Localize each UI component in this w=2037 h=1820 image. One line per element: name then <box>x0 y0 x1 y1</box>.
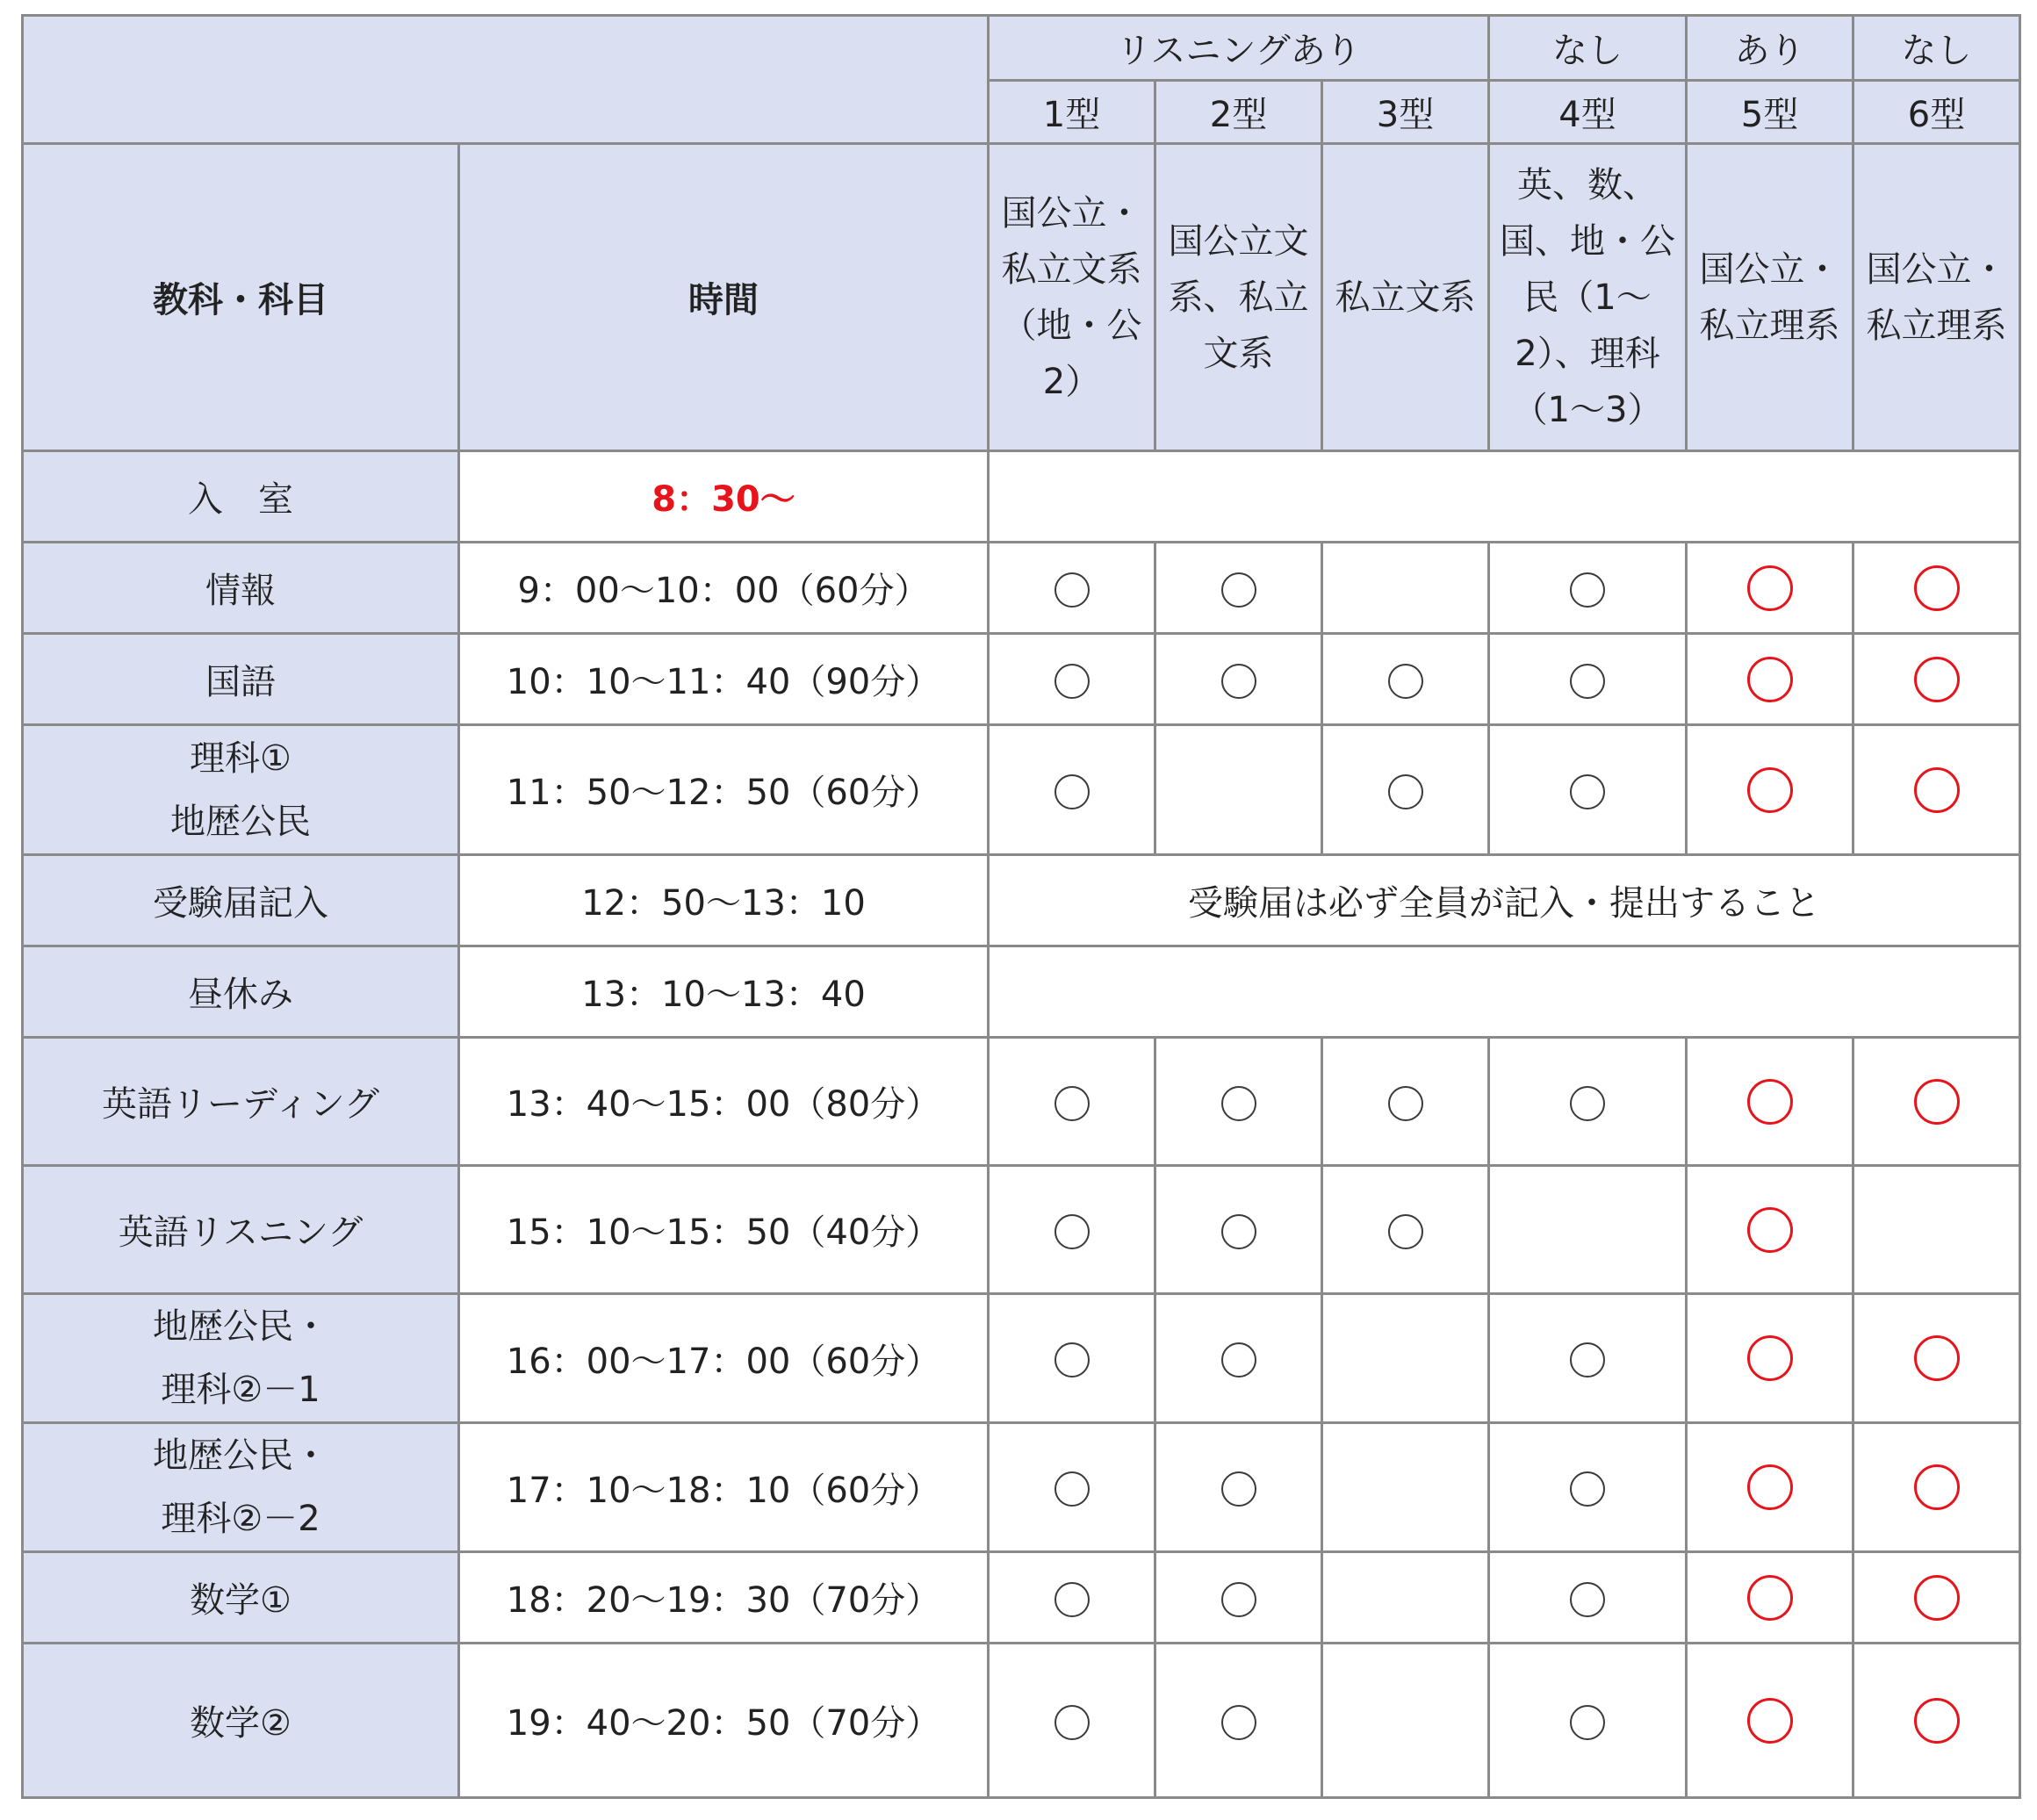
mark-cell <box>1687 634 1853 725</box>
circle-mark-icon <box>1570 572 1605 608</box>
subject-cell <box>23 451 459 543</box>
circle-mark-icon <box>1221 1086 1256 1121</box>
group-none-1: なし <box>1489 16 1687 81</box>
mark-cell <box>1687 543 1853 634</box>
subject-cell <box>23 1166 459 1294</box>
circle-mark-icon <box>1054 1214 1090 1249</box>
subject-label: 理科②－2 <box>161 1499 320 1539</box>
type-description-line: （地・公 <box>1001 305 1142 346</box>
schedule-row <box>23 1552 2020 1644</box>
mark-cell <box>1155 725 1322 855</box>
mark-cell <box>1322 1294 1489 1423</box>
red-circle-mark-icon <box>1914 657 1960 702</box>
circle-mark-icon <box>1054 1471 1090 1507</box>
schedule-row <box>23 1423 2020 1552</box>
type-description-line: 私立理系 <box>1866 305 2007 346</box>
circle-mark-icon <box>1221 1342 1256 1378</box>
type-description-line: 国公立文 <box>1168 220 1309 262</box>
mark-cell <box>1155 543 1322 634</box>
group-listening-yes: リスニングあり <box>989 16 1489 81</box>
mark-cell <box>1322 1038 1489 1166</box>
type-5: 5型 <box>1687 81 1853 144</box>
type-description <box>1687 144 1853 451</box>
schedule-row <box>23 1166 2020 1294</box>
time-cell: 12：50～13：10 <box>459 855 989 946</box>
circle-mark-icon <box>1388 774 1423 809</box>
circle-mark-icon <box>1570 774 1605 809</box>
subject-label: 地歴公民 <box>170 801 311 842</box>
mark-cell <box>1853 1552 2020 1644</box>
red-circle-mark-icon <box>1747 1335 1793 1381</box>
circle-mark-icon <box>1570 1342 1605 1378</box>
mark-cell <box>1853 1038 2020 1166</box>
circle-mark-icon <box>1054 664 1090 699</box>
subject-cell <box>23 1552 459 1644</box>
mark-cell <box>1489 725 1687 855</box>
subject-label: 数学① <box>190 1580 292 1621</box>
circle-mark-icon <box>1221 1582 1256 1617</box>
subject-cell <box>23 855 459 946</box>
type-4: 4型 <box>1489 81 1687 144</box>
schedule-row <box>23 725 2020 855</box>
circle-mark-icon <box>1570 1471 1605 1507</box>
circle-mark-icon <box>1221 664 1256 699</box>
mark-cell <box>989 1166 1155 1294</box>
circle-mark-icon <box>1570 1705 1605 1740</box>
mark-cell <box>1489 1552 1687 1644</box>
circle-mark-icon <box>1570 1582 1605 1617</box>
schedule-row <box>23 946 2020 1038</box>
schedule-row <box>23 1038 2020 1166</box>
mark-cell <box>989 1294 1155 1423</box>
circle-mark-icon <box>1054 774 1090 809</box>
mark-cell <box>1687 1294 1853 1423</box>
mark-cell <box>1489 1166 1687 1294</box>
mark-cell <box>1322 543 1489 634</box>
header-blank <box>23 16 989 144</box>
type-description-line: 英、数、 <box>1517 164 1659 205</box>
circle-mark-icon <box>1054 1342 1090 1378</box>
mark-cell <box>1687 1552 1853 1644</box>
subject-label: 英語リスニング <box>118 1212 363 1253</box>
header-row-groups <box>23 16 2020 81</box>
schedule-row <box>23 451 2020 543</box>
mark-cell <box>989 1038 1155 1166</box>
subject-cell <box>23 1294 459 1423</box>
schedule-rows <box>23 451 2020 1798</box>
red-circle-mark-icon <box>1914 565 1960 611</box>
type-6: 6型 <box>1853 81 2020 144</box>
type-description-line: 国公立・ <box>1699 248 1840 290</box>
col-subject-header: 教科・科目 <box>23 144 459 451</box>
mark-cell <box>1155 634 1322 725</box>
type-description <box>989 144 1155 451</box>
type-description-line: 系、私立 <box>1168 277 1309 318</box>
mark-cell <box>989 1644 1155 1798</box>
red-circle-mark-icon <box>1747 565 1793 611</box>
time-cell: 19：40～20：50（70分） <box>459 1644 989 1798</box>
subject-label: 受験届記入 <box>153 883 328 924</box>
type-description-line: 国、地・公 <box>1500 220 1676 262</box>
type-1: 1型 <box>989 81 1155 144</box>
schedule-row <box>23 855 2020 946</box>
circle-mark-icon <box>1054 1705 1090 1740</box>
mark-cell <box>1687 1038 1853 1166</box>
schedule-row <box>23 1294 2020 1423</box>
type-description-line: （1～3） <box>1512 389 1663 430</box>
type-description-line: 国公立・ <box>1866 248 2007 290</box>
time-cell: 9：00～10：00（60分） <box>459 543 989 634</box>
col-time-header: 時間 <box>459 144 989 451</box>
mark-cell <box>1322 1644 1489 1798</box>
subject-cell <box>23 1423 459 1552</box>
group-none-2: なし <box>1853 16 2020 81</box>
empty-span-cell <box>989 451 2020 543</box>
mark-cell <box>1322 725 1489 855</box>
entry-time: 8：30～ <box>459 451 989 543</box>
circle-mark-icon <box>1221 1471 1256 1507</box>
subject-cell <box>23 1644 459 1798</box>
schedule-row <box>23 543 2020 634</box>
subject-label: 情報 <box>205 571 276 611</box>
circle-mark-icon <box>1388 664 1423 699</box>
mark-cell <box>1489 1038 1687 1166</box>
mark-cell <box>1489 1644 1687 1798</box>
mark-cell <box>1853 543 2020 634</box>
type-description-line: 私立文系 <box>1335 277 1476 318</box>
time-cell: 16：00～17：00（60分） <box>459 1294 989 1423</box>
mark-cell <box>1155 1038 1322 1166</box>
subject-label: 昼休み <box>188 975 293 1015</box>
circle-mark-icon <box>1570 664 1605 699</box>
type-2: 2型 <box>1155 81 1322 144</box>
subject-label: 地歴公民・ <box>153 1435 328 1476</box>
circle-mark-icon <box>1570 1086 1605 1121</box>
mark-cell <box>1489 1294 1687 1423</box>
mark-cell <box>1322 1166 1489 1294</box>
mark-cell <box>1489 634 1687 725</box>
mark-cell <box>1853 725 2020 855</box>
type-description-line: 国公立・ <box>1001 192 1142 234</box>
circle-mark-icon <box>1054 572 1090 608</box>
subject-cell <box>23 1038 459 1166</box>
subject-label: 理科① <box>190 737 292 779</box>
subject-label: 地歴公民・ <box>153 1306 328 1347</box>
type-description <box>1489 144 1687 451</box>
circle-mark-icon <box>1221 572 1256 608</box>
subject-label: 理科②－1 <box>161 1370 320 1410</box>
mark-cell <box>1155 1294 1322 1423</box>
schedule-row <box>23 1644 2020 1798</box>
red-circle-mark-icon <box>1914 1464 1960 1510</box>
type-description-line: 2） <box>1042 361 1101 402</box>
mark-cell <box>1322 1423 1489 1552</box>
mark-cell <box>1155 1423 1322 1552</box>
circle-mark-icon <box>1388 1214 1423 1249</box>
mark-cell <box>1687 1423 1853 1552</box>
type-description <box>1322 144 1489 451</box>
red-circle-mark-icon <box>1914 1575 1960 1621</box>
mark-cell <box>989 543 1155 634</box>
subject-label: 入 室 <box>188 479 293 520</box>
mark-cell <box>1853 1294 2020 1423</box>
mark-cell <box>1853 1644 2020 1798</box>
subject-cell <box>23 543 459 634</box>
mark-cell <box>1687 1166 1853 1294</box>
subject-label: 英語リーディング <box>102 1084 379 1125</box>
circle-mark-icon <box>1221 1705 1256 1740</box>
subject-label: 国語 <box>205 662 276 702</box>
subject-cell <box>23 946 459 1038</box>
mark-cell <box>1322 634 1489 725</box>
mark-cell <box>989 1552 1155 1644</box>
note-cell: 受験届は必ず全員が記入・提出すること <box>989 855 2020 946</box>
type-3: 3型 <box>1322 81 1489 144</box>
red-circle-mark-icon <box>1914 1079 1960 1125</box>
subject-label: 数学② <box>190 1703 292 1744</box>
type-description-line: 私立文系 <box>1001 248 1142 290</box>
mark-cell <box>1687 725 1853 855</box>
red-circle-mark-icon <box>1747 767 1793 813</box>
red-circle-mark-icon <box>1747 657 1793 702</box>
mark-cell <box>1853 1166 2020 1294</box>
time-cell: 10：10～11：40（90分） <box>459 634 989 725</box>
mark-cell <box>1322 1552 1489 1644</box>
type-description-line: 2）、理科 <box>1515 333 1660 374</box>
red-circle-mark-icon <box>1914 1335 1960 1381</box>
group-yes: あり <box>1687 16 1853 81</box>
type-description <box>1853 144 2020 451</box>
mark-cell <box>989 634 1155 725</box>
mark-cell <box>1155 1552 1322 1644</box>
time-cell: 18：20～19：30（70分） <box>459 1552 989 1644</box>
subject-cell <box>23 634 459 725</box>
schedule-row <box>23 634 2020 725</box>
mark-cell <box>1155 1644 1322 1798</box>
mark-cell <box>1155 1166 1322 1294</box>
mark-cell <box>1489 1423 1687 1552</box>
red-circle-mark-icon <box>1747 1575 1793 1621</box>
red-circle-mark-icon <box>1747 1464 1793 1510</box>
empty-span-cell <box>989 946 2020 1038</box>
mark-cell <box>989 725 1155 855</box>
red-circle-mark-icon <box>1914 1698 1960 1744</box>
circle-mark-icon <box>1388 1086 1423 1121</box>
subject-cell <box>23 725 459 855</box>
red-circle-mark-icon <box>1747 1698 1793 1744</box>
time-cell: 13：10～13：40 <box>459 946 989 1038</box>
mark-cell <box>1687 1644 1853 1798</box>
circle-mark-icon <box>1221 1214 1256 1249</box>
circle-mark-icon <box>1054 1582 1090 1617</box>
mark-cell <box>1853 1423 2020 1552</box>
header-row-desc <box>23 144 2020 451</box>
time-cell: 13：40～15：00（80分） <box>459 1038 989 1166</box>
time-cell: 15：10～15：50（40分） <box>459 1166 989 1294</box>
red-circle-mark-icon <box>1747 1079 1793 1125</box>
mark-cell <box>1853 634 2020 725</box>
red-circle-mark-icon <box>1747 1207 1793 1253</box>
exam-schedule-table <box>21 14 2021 1799</box>
type-description-line: 民（1～ <box>1523 277 1652 318</box>
type-description <box>1155 144 1322 451</box>
time-cell: 17：10～18：10（60分） <box>459 1423 989 1552</box>
type-description-line: 文系 <box>1203 333 1274 374</box>
circle-mark-icon <box>1054 1086 1090 1121</box>
red-circle-mark-icon <box>1914 767 1960 813</box>
type-description-line: 私立理系 <box>1699 305 1840 346</box>
mark-cell <box>989 1423 1155 1552</box>
time-cell: 11：50～12：50（60分） <box>459 725 989 855</box>
mark-cell <box>1489 543 1687 634</box>
